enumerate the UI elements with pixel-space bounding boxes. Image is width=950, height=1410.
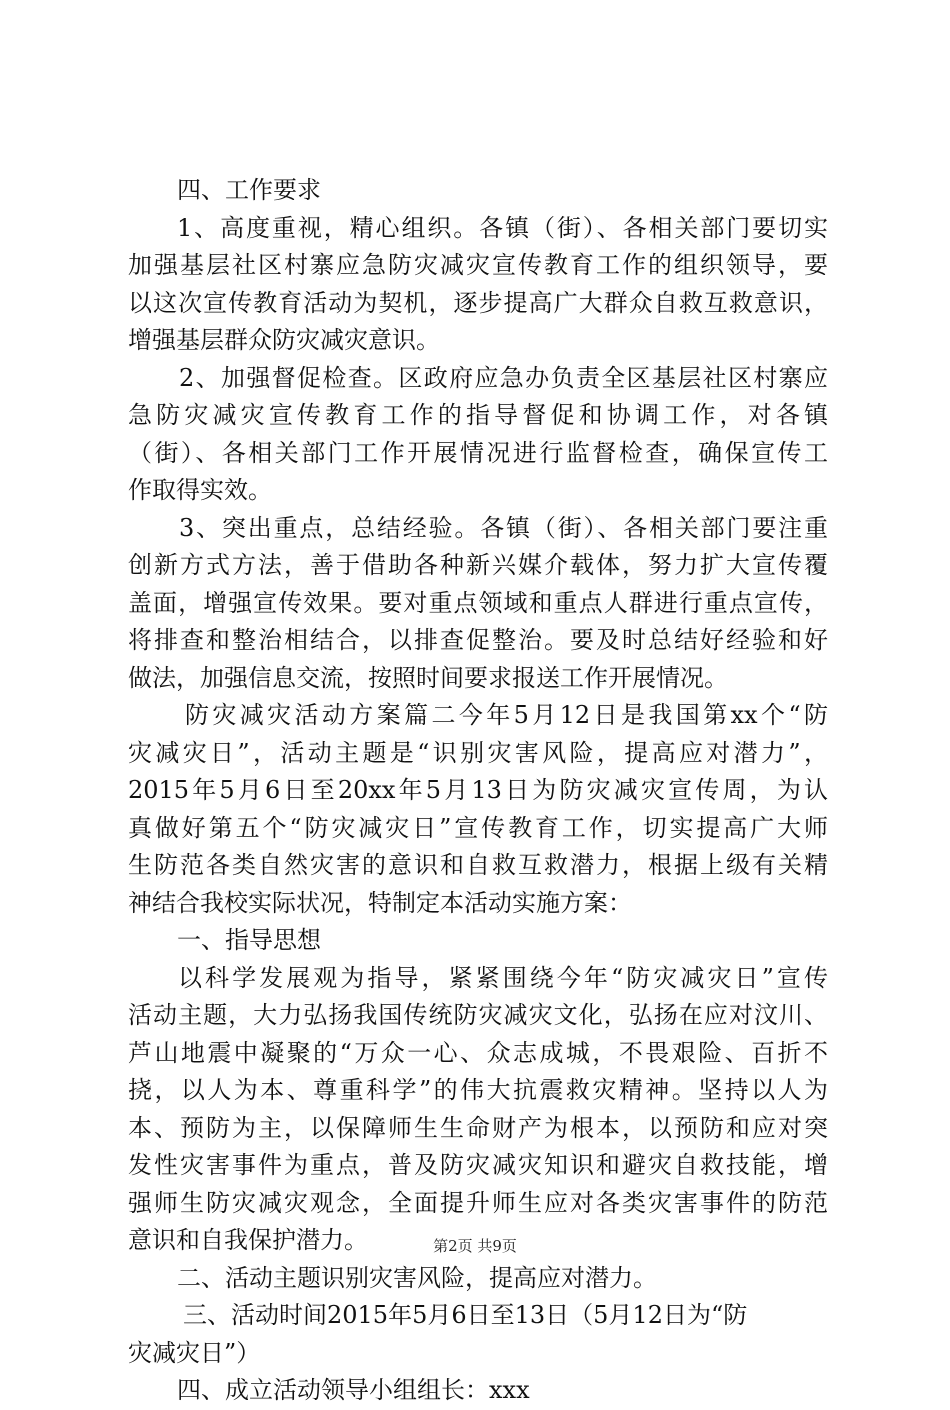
paragraph-line: 急防灾减灾宣传教育工作的指导督促和协调工作，对各镇 (128, 401, 828, 429)
heading-activity-time: 三、活动时间2015年5月6日至13日（5月12日为“防 (183, 1301, 748, 1329)
paragraph-line: 活动主题，大力弘扬我国传统防灾减灾文化，弘扬在应对汶川、 (128, 1001, 828, 1029)
paragraph-line: 3、突出重点，总结经验。各镇（街）、各相关部门要注重 (179, 513, 828, 542)
heading-activity-theme: 二、活动主题识别灾害风险，提高应对潜力。 (177, 1263, 657, 1292)
paragraph-line: 以这次宣传教育活动为契机，逐步提高广大群众自救互救意识， (128, 288, 828, 317)
paragraph-line: 灾减灾日”，活动主题是“识别灾害风险，提高应对潜力”， (128, 738, 828, 767)
paragraph-line: 创新方式方法，善于借助各种新兴媒介载体，努力扩大宣传覆 (128, 551, 828, 579)
paragraph-line: 挠，以人为本、尊重科学”的伟大抗震救灾精神。坚持以人为 (128, 1076, 828, 1104)
paragraph-line: 生防范各类自然灾害的意识和自救互救潜力，根据上级有关精 (128, 851, 828, 879)
paragraph-line: 增强基层群众防灾减灾意识。 (128, 326, 440, 354)
paragraph-line: 神结合我校实际状况，特制定本活动实施方案： (128, 888, 632, 917)
paragraph-line: 做法，加强信息交流，按照时间要求报送工作开展情况。 (128, 663, 728, 692)
document-body (128, 172, 828, 1410)
heading-leadership-group: 四、成立活动领导小组组长：xxx (177, 1376, 530, 1404)
paragraph-line: 防灾减灾活动方案篇二今年5月12日是我国第xx个“防 (185, 701, 828, 729)
paragraph-line: 意识和自我保护潜力。 (128, 1226, 368, 1254)
paragraph-line: 以科学发展观为指导，紧紧围绕今年“防灾减灾日”宣传 (178, 963, 828, 992)
paragraph-line: 盖面，增强宣传效果。要对重点领域和重点人群进行重点宣传， (128, 588, 828, 617)
paragraph-line: （街）、各相关部门工作开展情况进行监督检查，确保宣传工 (128, 438, 828, 467)
paragraph-line: 作取得实效。 (128, 476, 272, 504)
paragraph-line: 发性灾害事件为重点，普及防灾减灾知识和避灾自救技能，增 (128, 1151, 828, 1179)
paragraph-line: 强师生防灾减灾观念，全面提升师生应对各类灾害事件的防范 (128, 1188, 828, 1217)
paragraph-line: 将排查和整治相结合，以排查促整治。要及时总结好经验和好 (128, 626, 828, 654)
paragraph-line: 真做好第五个“防灾减灾日”宣传教育工作，切实提高广大师 (128, 813, 828, 842)
paragraph-line: 芦山地震中凝聚的“万众一心、众志成城，不畏艰险、百折不 (128, 1038, 828, 1067)
paragraph-line: 2、加强督促检查。区政府应急办负责全区基层社区村寨应 (179, 363, 828, 392)
heading-guiding-ideology: 一、指导思想 (177, 926, 321, 954)
page-number: 第2页 共9页 (433, 1237, 517, 1255)
paragraph-line: 加强基层社区村寨应急防灾减灾宣传教育工作的组织领导，要 (128, 251, 828, 279)
paragraph-line: 1、高度重视，精心组织。各镇（街）、各相关部门要切实 (177, 213, 828, 242)
paragraph-line: 本、预防为主，以保障师生生命财产为根本，以预防和应对突 (128, 1113, 828, 1142)
paragraph-line: 灾减灾日”） (128, 1338, 261, 1367)
paragraph-line: 2015年5月6日至20xx年5月13日为防灾减灾宣传周，为认 (128, 776, 828, 804)
heading-work-requirements: 四、工作要求 (177, 176, 321, 204)
